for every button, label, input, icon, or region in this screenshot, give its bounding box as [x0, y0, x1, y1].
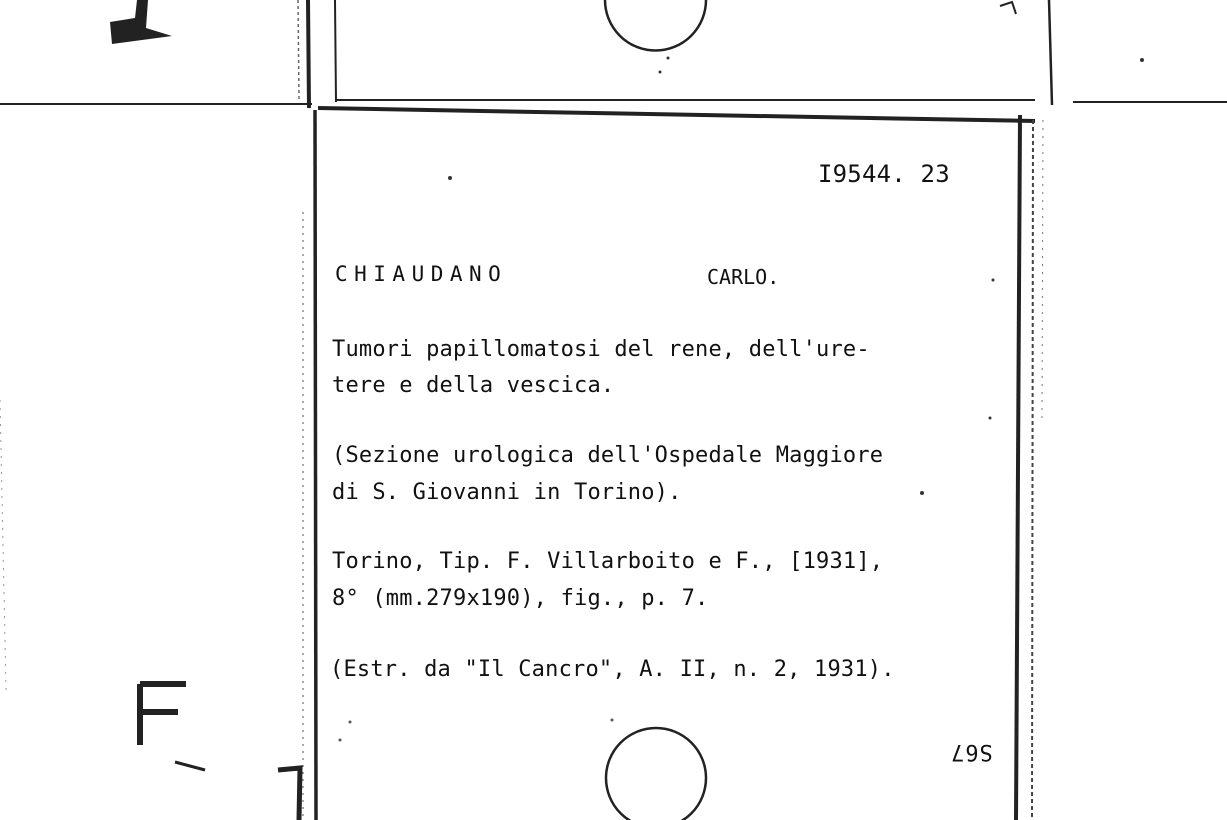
catalog-number: I9544. 23 [818, 160, 950, 188]
title-line-2: tere e della vescica. [332, 373, 615, 398]
extract-note: (Estr. da "Il Cancro", A. II, n. 2, 1931). [330, 657, 895, 682]
institution-line-2: di S. Giovanni in Torino). [332, 480, 682, 505]
publication-line-1: Torino, Tip. F. Villarboito e F., [1931], [332, 549, 884, 574]
punch-holes [605, 0, 706, 820]
title-line-1: Tumori papillomatosi del rene, dell'ure- [332, 337, 870, 362]
institution-line-1: (Sezione urologica dell'Ospedale Maggiore [332, 443, 884, 468]
author-name: CARLO. [707, 265, 780, 289]
margin-number: S67 [950, 739, 993, 764]
publication-line-2: 8° (mm.279x190), fig., p. 7. [332, 586, 709, 611]
author-surname: CHIAUDANO [335, 262, 508, 286]
